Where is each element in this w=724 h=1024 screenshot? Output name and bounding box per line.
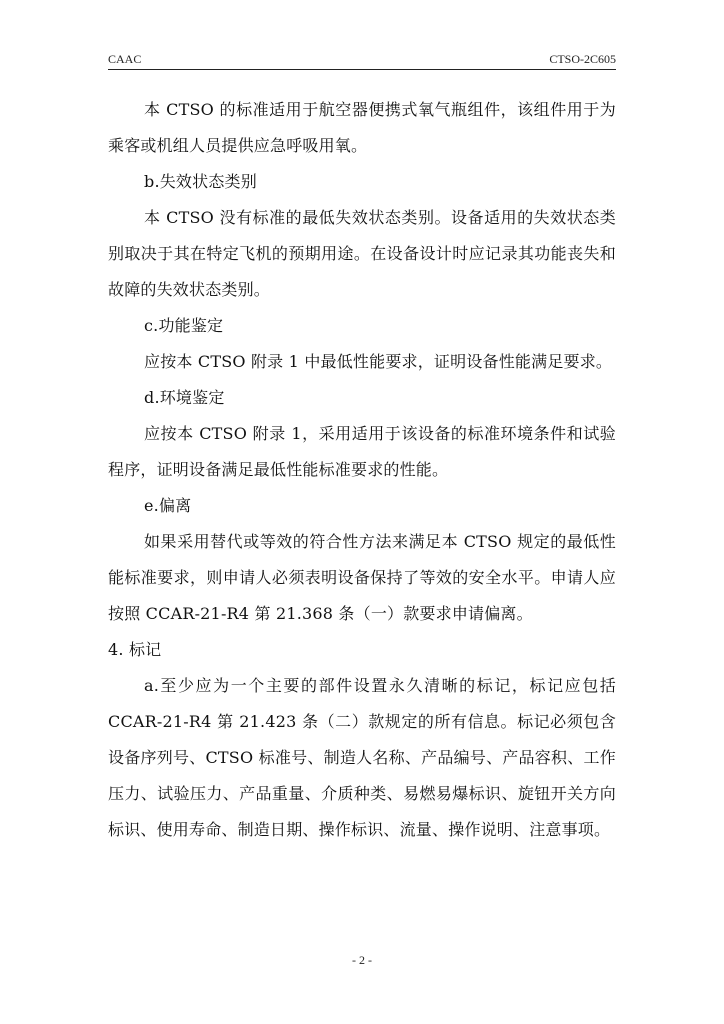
section-heading-marking: 4. 标记	[108, 640, 162, 659]
paragraph-functional-qualification: 应按本 CTSO 附录 1 中最低性能要求，证明设备性能满足要求。	[144, 352, 613, 371]
subheading-environmental-qualification: d.环境鉴定	[144, 388, 225, 407]
subheading-functional-qualification: c.功能鉴定	[144, 316, 224, 335]
paragraph-environmental-qualification: 应按本 CTSO 附录 1，采用适用于该设备的标准环境条件和试验程序，证明设备满足最低性能标准要求的性能。	[108, 424, 616, 479]
page-number: - 2 -	[352, 953, 372, 967]
subheading-deviations: e.偏离	[144, 496, 192, 515]
header-divider	[108, 69, 616, 70]
paragraph-deviations: 如果采用替代或等效的符合性方法来满足本 CTSO 规定的最低性能标准要求，则申请人必须表明设备保持了等效的安全水平。申请人应按照 CCAR-21-R4 第 21.368 条（一）款要求申请偏离。	[108, 532, 616, 623]
paragraph-failure-condition: 本 CTSO 没有标准的最低失效状态类别。设备适用的失效状态类别取决于其在特定飞机的预期用途。在设备设计时应记录其功能丧失和故障的失效状态类别。	[108, 208, 616, 299]
document-body	[108, 92, 616, 848]
header-left-caac: CAAC	[108, 52, 142, 66]
paragraph-marking: a.至少应为一个主要的部件设置永久清晰的标记，标记应包括 CCAR-21-R4 第 21.423 条（二）款规定的所有信息。标记必须包含设备序列号、CTSO 标准号、制造人名称、产品编号、产品容积、工作压力、试验压力、产品重量、介质种类、易燃易爆标识、旋钮开关方向标识、使用寿命、制造日期、操作标识、流量、操作说明、注意事项。	[108, 676, 616, 839]
subheading-failure-condition: b.失效状态类别	[144, 172, 257, 191]
page-header	[108, 52, 616, 68]
header-right-doc-id: CTSO-2C605	[549, 52, 616, 66]
paragraph-scope: 本 CTSO 的标准适用于航空器便携式氧气瓶组件，该组件用于为乘客或机组人员提供应急呼吸用氧。	[108, 100, 616, 155]
